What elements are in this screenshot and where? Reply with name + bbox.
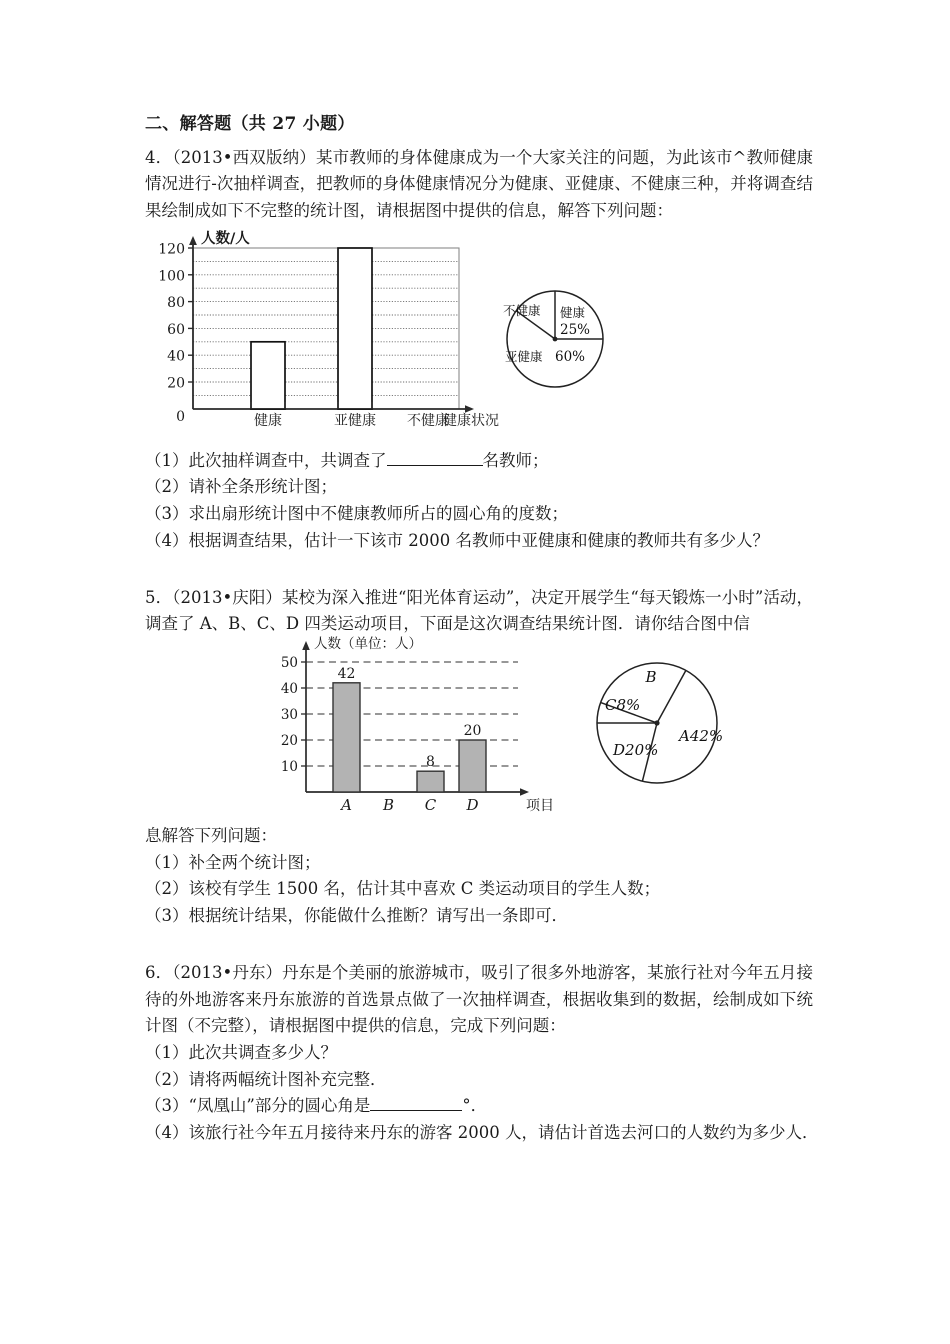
problem-4-question-1 [145, 448, 813, 475]
bar-chart-health-xlabel: 健康状况 [443, 412, 499, 429]
y-tick-40: 40 [167, 348, 185, 365]
bar-sports-c [417, 771, 444, 792]
x-label-a: A [341, 795, 352, 814]
bar-chart-health-ylabel: 人数/人 [201, 230, 250, 247]
pie-label-c: C8% [605, 695, 641, 714]
bar-health-jiankang [251, 341, 285, 408]
problem-5-question-2: （2）该校有学生 1500 名，估计其中喜欢 C 类运动项目的学生人数； [145, 879, 661, 899]
bar-chart-sports-xlabel: 项目 [526, 797, 554, 814]
y-tick-20: 20 [167, 375, 185, 392]
bar-chart-sports-ylabel: 人数（单位：人） [314, 635, 422, 652]
x-label-bujiankang: 不健康 [407, 412, 449, 429]
problem-6 [145, 960, 819, 1147]
problem-6-number: 6． [145, 962, 173, 982]
problem-6-question-4: （4）该旅行社今年五月接待来丹东的游客 2000 人，请估计首选去河口的人数约为多少人． [145, 1123, 819, 1143]
y-tick-0: 0 [176, 408, 185, 425]
problem-4 [145, 145, 813, 555]
problem-4-body: 某市教师的身体健康成为一个大家关注的问题，为此该市^教师健康情况进行‑次抽样调查，把教师的身体健康情况分为健康、亚健康、不健康三种，并将调查结果绘制成如下不完整的统计图，请根据图中提供的信息，解答下列问题： [145, 147, 814, 220]
bar-chart-sports [270, 635, 560, 818]
problem-5-question-1: （1）补全两个统计图； [145, 852, 321, 872]
problem-5-figures [145, 635, 813, 823]
pie-label-yajiankang: 亚健康 [505, 348, 543, 364]
problem-5-question-3: （3）根据统计结果，你能做什么推断？请写出一条即可． [145, 906, 568, 926]
problem-4-figures [145, 230, 813, 439]
pie-label-bujiankang: 不健康 [503, 302, 541, 318]
x-label-yajiankang: 亚健康 [334, 412, 376, 429]
problem-5-body: 某校为深入推进“阳光体育运动”，决定开展学生“每天锻炼一小时”活动，调查了 A、B、C、D 四类运动项目，下面是这次调查结果统计图．请你结合图中信 [145, 587, 813, 634]
pie-chart-sports [585, 640, 735, 805]
y-tick-100: 100 [158, 267, 185, 284]
bar-value-c: 8 [426, 753, 435, 770]
problem-4-question-2: （2）请补全条形统计图； [145, 477, 337, 497]
y-tick-60: 60 [167, 321, 185, 338]
y-tick-10: 10 [280, 758, 298, 775]
pie-value-jiankang: 25% [560, 321, 591, 338]
problem-5-statement-tail: 息解答下列问题： [145, 825, 277, 845]
x-label-jiankang: 健康 [254, 412, 282, 429]
problem-5-source: （2013•庆阳） [172, 587, 282, 607]
x-label-c: C [424, 795, 437, 814]
bar-value-a: 42 [337, 665, 356, 682]
problem-6-statement [145, 960, 813, 1040]
q1-pre: （1）此次抽样调查中，共调查了 [145, 450, 387, 470]
bar-value-d: 20 [463, 722, 482, 739]
y-tick-30: 30 [280, 706, 298, 723]
problem-5 [145, 585, 813, 930]
q1-post: 名教师； [482, 450, 549, 470]
problem-5-number: 5． [145, 587, 173, 607]
y-tick-120: 120 [158, 241, 185, 258]
problem-5-statement [145, 585, 813, 638]
pie-label-a: A42% [679, 726, 724, 745]
answer-blank-4-1[interactable] [387, 465, 483, 466]
pie-label-d: D20% [613, 740, 659, 759]
page-content [145, 112, 819, 1147]
pie-label-jiankang: 健康 [560, 304, 586, 320]
pie-label-b: B [645, 667, 657, 686]
y-tick-50: 50 [280, 654, 298, 671]
y-tick-40: 40 [280, 680, 298, 697]
bar-chart-health [145, 230, 499, 434]
problem-6-question-2: （2）请将两幅统计图补充完整． [145, 1069, 387, 1089]
problem-6-question-1: （1）此次共调查多少人？ [145, 1043, 337, 1062]
pie-value-yajiankang: 60% [555, 348, 586, 365]
problem-6-body: 丹东是个美丽的旅游城市，吸引了很多外地游客，某旅行社对今年五月接待的外地游客来丹东旅游的首选景点做了一次抽样调查，根据收集到的数据，绘制成如下统计图（不完整），请根据图中提供的信息，完成下列问题： [145, 962, 813, 1036]
bar-health-yajiankang [338, 248, 372, 409]
x-label-d: D [466, 795, 479, 814]
problem-4-statement [145, 145, 813, 225]
problem-4-question-4: （4）根据调查结果，估计一下该市 2000 名教师中亚健康和健康的教师共有多少人？ [145, 530, 769, 550]
answer-blank-6-3[interactable] [370, 1110, 462, 1111]
problem-6-question-3 [145, 1093, 813, 1120]
problem-4-source: （2013•西双版纳） [172, 147, 316, 167]
problem-4-question-3: （3）求出扇形统计图中不健康教师所占的圆心角的度数； [145, 504, 568, 524]
q3-post: °． [462, 1096, 488, 1116]
pie-chart-health [483, 284, 633, 394]
bar-sports-d [459, 740, 486, 792]
q3-pre: （3）“凤凰山”部分的圆心角是 [145, 1096, 371, 1116]
x-label-b: B [382, 795, 395, 814]
problem-4-number: 4． [145, 147, 173, 167]
y-tick-80: 80 [167, 294, 185, 311]
section-heading: 二、解答题（共 27 小题） [145, 114, 355, 134]
y-tick-20: 20 [280, 732, 298, 749]
bar-sports-a [333, 683, 360, 792]
problem-6-source: （2013•丹东） [172, 962, 283, 982]
